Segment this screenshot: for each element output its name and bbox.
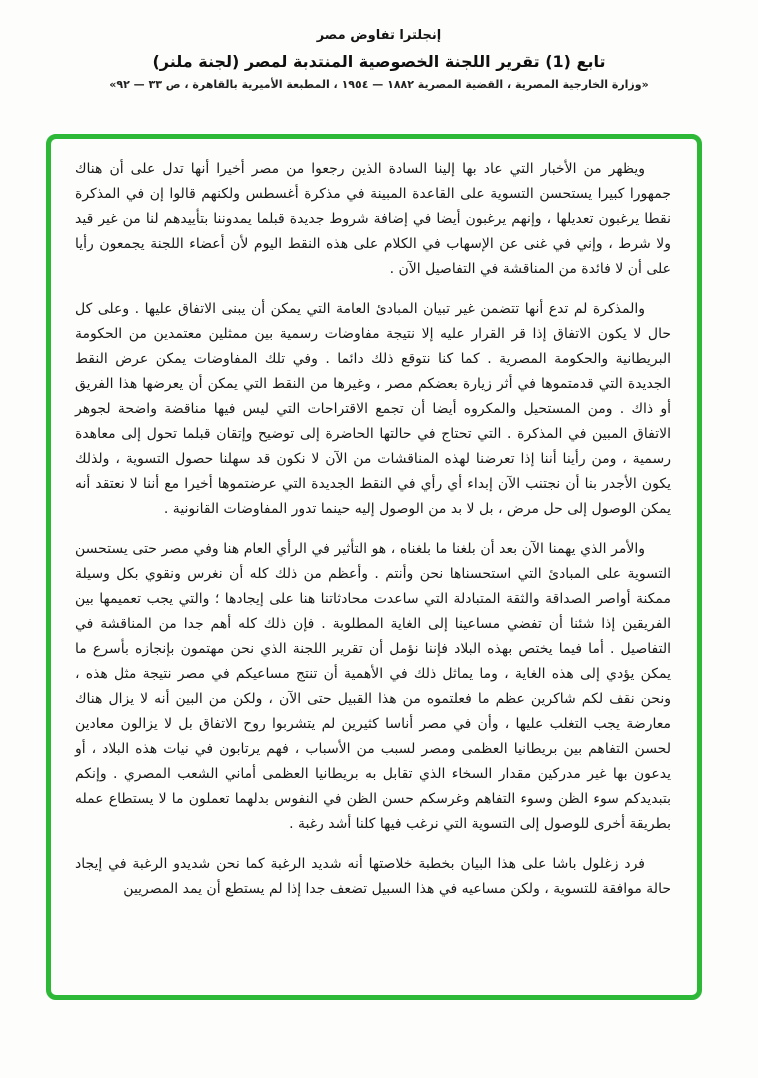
green-highlight-frame — [46, 134, 702, 1000]
paragraph: ويظهر من الأخبار التي عاد بها إلينا السادة الذين رجعوا من مصر أخيرا أنها تدل على أن هناك جمهورا كبيرا يستحسن التسوية على القاعدة المبينة في مذكرة أغسطس ولكنهم قالوا إن في المذكرة نقطا يرغبون تعديلها ، وإنهم يرغبون أيضا في إضافة شروط جديدة قبلما يمدوننا بتأييدهم لنا من غير قيد ولا شرط ، وإني في غنى عن الإسهاب في الكلام على هذه النقط اليوم لأن أعضاء اللجنة يجمعون رأيا على أن لا فائدة من المناقشة في التفاصيل الآن . — [75, 161, 671, 277]
source-citation: «وزارة الخارجية المصرية ، القضية المصرية ١٨٨٢ — ١٩٥٤ ، المطبعة الأميرية بالقاهرة ، ص ٣٣ — ٩٢» — [109, 78, 649, 91]
paragraph: والمذكرة لم تدع أنها تتضمن غير تبيان المبادئ العامة التي يمكن أن يبنى الاتفاق عليها . وعلى كل حال لا يكون الاتفاق إذا قر القرار عليه إلا نتيجة مفاوضات رسمية بين ممثلين معتمدين من الحكومة البريطانية والحكومة المصرية . كما كنا نتوقع ذلك دائما . وفي تلك المفاوضات يمكن عرض النقط الجديدة التي قدمتموها في أثر زيارة بعضكم مصر ، وغيرها من النقط التي يمكن أن يعرضها هذا الفريق أو ذاك . ومن المستحيل والمكروه أيضا أن تجمع الاقتراحات التي ليس فيها مناقضة واضحة لجوهر الاتفاق المبين في المذكرة . التي تحتاج في حالتها الحاضرة إلى توضيح وإتقان قبلما تحول إلى معاهدة رسمية ، ومن رأينا أننا إذا تعرضنا لهذه المناقشات من الآن لا نكون قد سهلنا حصول التسوية ، ولذلك يكون الأجدر بنا أن نجتنب الآن إبداء أي رأي في النقط الجديدة التي عرضتموها أخيرا مع أننا لا نعتقد أنه يمكن الوصول إلى حل مرض ، بل لا بد من الوصول إليه حينما تدور المفاوضات القانونية . — [75, 301, 671, 517]
page-title: تابع (1) تقرير اللجنة الخصوصية المنتدبة لمصر (لجنة ملنر) — [152, 52, 606, 71]
document-body — [75, 157, 671, 902]
document-header — [0, 0, 758, 91]
paragraph: والأمر الذي يهمنا الآن بعد أن بلغنا ما بلغناه ، هو التأثير في الرأي العام هنا وفي مصر حتى يستحسن التسوية على المبادئ التي استحسناها نحن وأنتم . وأعظم من ذلك كله أن نغرس ونقوي بكل وسيلة ممكنة أواصر الصداقة والثقة المتبادلة التي ساعدت محادثاتنا هنا على إيجادها ؛ والتي يجب تعميمها بين الفريقين إذا شئنا أن تفضي مساعينا إلى الغاية المطلوبة . فإن ذلك كله أهم جدا من المناقشة في التفاصيل . أما فيما يختص بهذه البلاد فإننا نؤمل أن تقرير اللجنة الذي نحن مهتمون بإنجازه بأسرع ما يمكن يؤدي إلى هذه الغاية ، وما يماثل ذلك في الأهمية أن تنتج مساعيكم في مصر نتيجة مثل هذه ، ونحن نقف لكم شاكرين عظم ما فعلتموه من هذا القبيل حتى الآن ، ولكن من البين أنه لا يزال هناك معارضة يجب التغلب عليها ، وأن في مصر أناسا كثيرين لم يتشربوا روح الاتفاق بل لا يزالون معادين لحسن التفاهم بين بريطانيا العظمى ومصر لسبب من الأسباب ، فهم يرتابون في نيات هذه البلاد ، أو يدعون بها غير مدركين مقدار السخاء الذي تقابل به بريطانيا العظمى أماني الشعب المصري . وإنكم بتبديدكم سوء الظن وسوء التفاهم وغرسكم حسن الظن في النفوس بدلهما تعملون ما لا يستطاع عمله بطريقة أخرى للوصول إلى التسوية التي نرغب فيها كلنا أشد رغبة . — [75, 541, 671, 832]
paragraph: فرد زغلول باشا على هذا البيان بخطبة خلاصتها أنه شديد الرغبة كما نحن شديدو الرغبة في إيجاد حالة موافقة للتسوية ، ولكن مساعيه في هذا السبيل تضعف جدا إذا لم يستطع أن يمد المصريين — [75, 856, 671, 897]
header-kicker: إنجلترا تفاوض مصر — [316, 28, 442, 43]
